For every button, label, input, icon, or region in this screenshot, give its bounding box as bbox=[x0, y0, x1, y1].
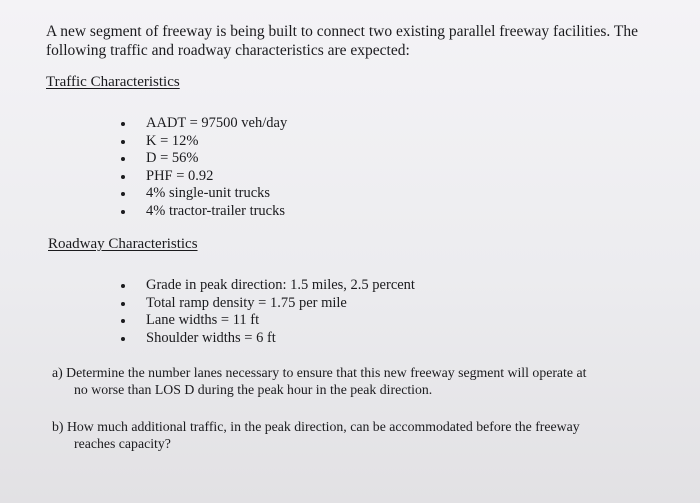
bullet-icon bbox=[121, 157, 125, 161]
list-item-text: K = 12% bbox=[146, 132, 199, 149]
traffic-characteristics-heading: Traffic Characteristics bbox=[46, 74, 180, 90]
list-item-text: AADT = 97500 veh/day bbox=[146, 115, 288, 131]
list-item-text: 4% single-unit trucks bbox=[146, 185, 271, 202]
list-item-text: 4% tractor-trailer trucks bbox=[146, 202, 286, 219]
roadway-characteristics-heading: Roadway Characteristics bbox=[48, 236, 198, 252]
bullet-icon bbox=[121, 284, 125, 288]
list-item bbox=[121, 330, 415, 348]
bullet-icon bbox=[121, 302, 125, 306]
list-item bbox=[121, 295, 415, 313]
list-item bbox=[121, 203, 287, 221]
list-item bbox=[121, 115, 287, 133]
bullet-icon bbox=[121, 192, 125, 196]
roadway-characteristics-list bbox=[121, 277, 415, 347]
bullet-icon bbox=[121, 122, 125, 126]
bullet-icon bbox=[121, 175, 125, 179]
bullet-icon bbox=[121, 319, 125, 323]
list-item bbox=[121, 277, 415, 295]
question-a-line-2: no worse than LOS D during the peak hour in the peak direction. bbox=[74, 382, 433, 397]
bullet-icon bbox=[121, 210, 125, 214]
list-item bbox=[121, 150, 287, 168]
intro-line-2: following traffic and roadway characteristics are expected: bbox=[46, 42, 410, 59]
list-item bbox=[121, 185, 287, 203]
list-item-text: PHF = 0.92 bbox=[146, 167, 214, 184]
intro-paragraph bbox=[46, 22, 676, 60]
intro-line-1: A new segment of freeway is being built to connect two existing parallel freeway facilities. The bbox=[46, 23, 638, 40]
traffic-characteristics-list bbox=[121, 115, 287, 221]
question-a-line-1: a) Determine the number lanes necessary to ensure that this new freeway segment will operate at bbox=[52, 365, 587, 380]
list-item-text: Grade in peak direction: 1.5 miles, 2.5 percent bbox=[146, 277, 415, 293]
bullet-icon bbox=[121, 140, 125, 144]
list-item-text: Lane widths = 11 ft bbox=[146, 312, 260, 329]
question-b-line-1: b) How much additional traffic, in the peak direction, can be accommodated before the freeway bbox=[52, 419, 580, 434]
question-b bbox=[52, 418, 672, 452]
list-item bbox=[121, 168, 287, 186]
list-item-text: Total ramp density = 1.75 per mile bbox=[146, 294, 347, 311]
list-item-text: D = 56% bbox=[146, 150, 199, 167]
question-b-line-2: reaches capacity? bbox=[74, 436, 171, 451]
bullet-icon bbox=[121, 337, 125, 341]
list-item-text: Shoulder widths = 6 ft bbox=[146, 329, 276, 346]
list-item bbox=[121, 312, 415, 330]
list-item bbox=[121, 133, 287, 151]
question-a bbox=[52, 364, 672, 398]
